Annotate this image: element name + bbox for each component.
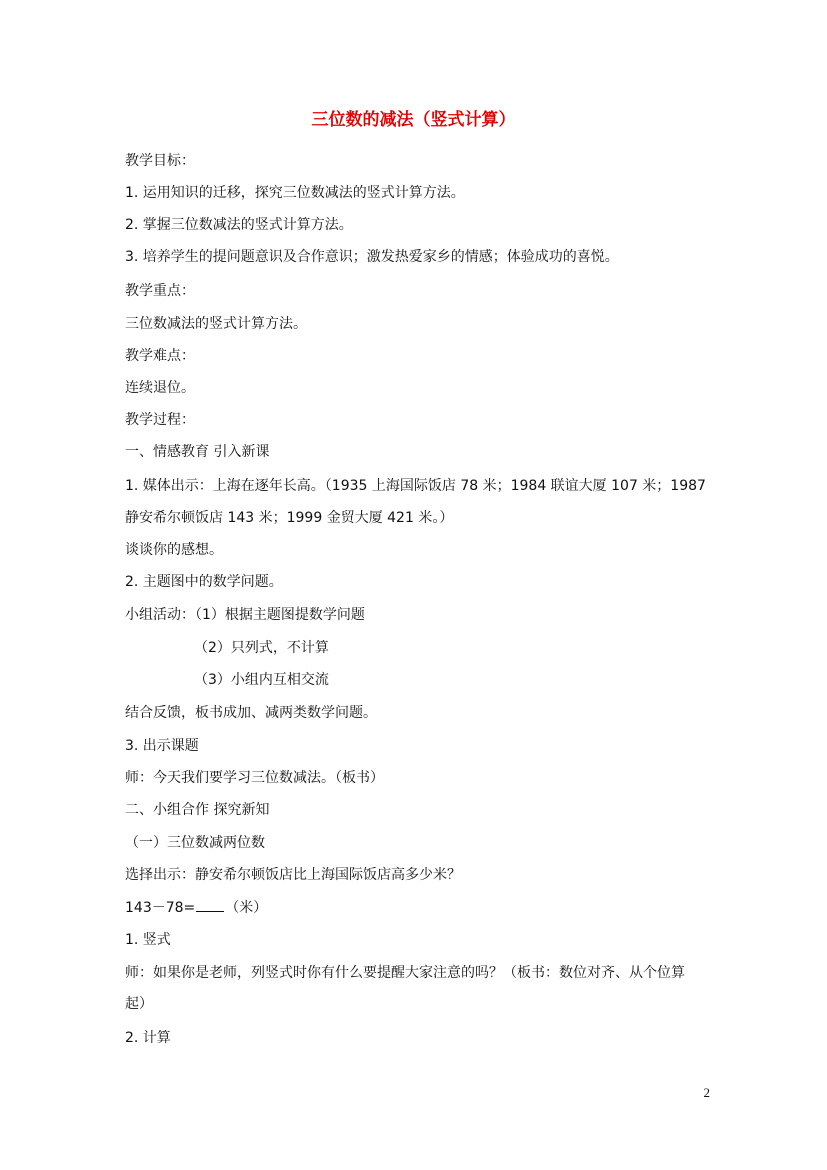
calculate-heading: 2. 计算 bbox=[125, 1030, 171, 1046]
equation-line bbox=[125, 897, 727, 919]
heading-objectives: 教学目标： bbox=[125, 153, 195, 169]
difficulty-text: 连续退位。 bbox=[125, 380, 195, 396]
equation-text: 143－78= bbox=[125, 900, 196, 916]
heading-process: 教学过程： bbox=[125, 412, 195, 428]
group-activity-line: 小组活动：（1）根据主题图提数学问题 bbox=[125, 607, 365, 623]
media-line-2: 静安希尔顿饭店 143 米；1999 金贸大厦 421 米。） bbox=[125, 510, 454, 526]
objective-3: 3. 培养学生的提问题意识及合作意识；激发热爱家乡的情感；体验成功的喜悦。 bbox=[125, 249, 619, 265]
heading-difficulty: 教学难点： bbox=[125, 348, 195, 364]
feedback-line: 结合反馈，板书成加、减两类数学问题。 bbox=[125, 705, 377, 721]
show-topic-line: 3. 出示课题 bbox=[125, 738, 199, 754]
subsection-one-heading: （一）三位数减两位数 bbox=[125, 835, 265, 851]
group-activity-step-2: （2）只列式，不计算 bbox=[194, 640, 329, 656]
teacher-question-line-1: 师：如果你是老师，列竖式时你有什么要提醒大家注意的吗？（板书：数位对齐、从个位算 bbox=[125, 965, 685, 981]
group-activity-step-3: （3）小组内互相交流 bbox=[194, 672, 329, 688]
vertical-form-heading: 1. 竖式 bbox=[125, 932, 171, 948]
media-line-1: 1. 媒体出示：上海在逐年长高。（1935 上海国际饭店 78 米；1984 联谊大厦 107 米；1987 bbox=[125, 478, 706, 494]
teacher-question-line-2: 起） bbox=[125, 996, 153, 1012]
heading-key-points: 教学重点： bbox=[125, 283, 195, 299]
answer-blank bbox=[196, 897, 224, 912]
document-title: 三位数的减法（竖式计算） bbox=[311, 110, 516, 130]
equation-unit: （米） bbox=[225, 900, 268, 916]
question-line: 选择出示：静安希尔顿饭店比上海国际饭店高多少米？ bbox=[125, 867, 461, 883]
section-one-heading: 一、情感教育 引入新课 bbox=[125, 444, 270, 460]
objective-1: 1. 运用知识的迁移，探究三位数减法的竖式计算方法。 bbox=[125, 185, 465, 201]
discussion-line: 谈谈你的感想。 bbox=[125, 542, 223, 558]
section-two-heading: 二、小组合作 探究新知 bbox=[125, 802, 270, 818]
page-number: 2 bbox=[703, 1085, 710, 1100]
key-point-text: 三位数减法的竖式计算方法。 bbox=[125, 316, 307, 332]
teacher-topic-line: 师：今天我们要学习三位数减法。（板书） bbox=[125, 770, 384, 786]
topic-problem-line: 2. 主题图中的数学问题。 bbox=[125, 574, 283, 590]
objective-2: 2. 掌握三位数减法的竖式计算方法。 bbox=[125, 217, 353, 233]
